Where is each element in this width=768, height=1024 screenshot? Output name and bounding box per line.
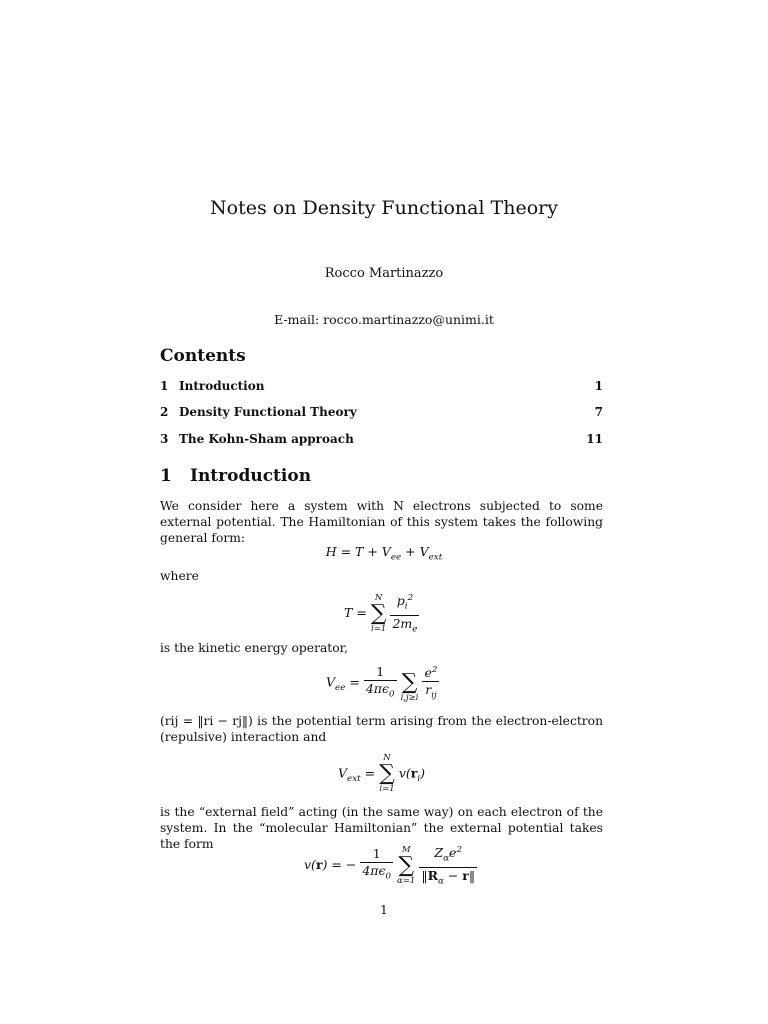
toc-entry-title: Introduction (179, 379, 265, 393)
page-number: 1 (380, 903, 388, 917)
toc-entry[interactable] (160, 405, 603, 419)
paragraph-external-field: is the “external field” acting (in the same way) on each electron of the system. In the “molecular Hamiltonian” the external potential takes the form (160, 805, 603, 851)
toc-entry-page: 11 (586, 432, 603, 446)
toc-entry-number: 2 (160, 405, 169, 419)
author-email: E-mail: rocco.martinazzo@unimi.it (274, 312, 494, 327)
author-name: Rocco Martinazzo (324, 266, 444, 281)
paragraph-where: where (160, 569, 199, 583)
paper-title: Notes on Density Functional Theory (210, 197, 558, 219)
equation-repulsion: $V_{ee}$ = $\frac{1}{4\pi\epsilon_0}$ ∑ i,j≥i $\frac{e^2}{r_{ij}}$ (326, 663, 438, 703)
equation-molecular: v(r) = − $\frac{1}{4\pi\epsilon_0}$ M ∑ α=1 $\frac{Z_\alpha e^2}{‖R_\alpha - r‖}$ (304, 842, 477, 889)
paragraph-kinetic: is the kinetic energy operator, (160, 641, 349, 655)
toc-entry-page: 7 (594, 405, 603, 419)
equation-hamiltonian: $H = T + V_{ee} + V_{ext}$ (325, 544, 443, 563)
equation-external: $V_{ext}$ = N ∑ i=1 $v(r_i)$ (338, 753, 426, 794)
toc-entry[interactable] (160, 432, 603, 446)
paragraph-repulsion: (rij = ‖ri − rj‖) is the potential term arising from the electron-electron (repulsive) interaction and (160, 714, 603, 744)
section-title: Introduction (190, 466, 312, 486)
toc-entry-number: 1 (160, 379, 169, 393)
toc-entry-page: 1 (594, 379, 603, 393)
toc-entry-title: Density Functional Theory (179, 405, 357, 419)
equation-kinetic: T = N ∑ i=1 $\frac{p_i^2}{2m_e}$ (344, 590, 419, 637)
toc-entry[interactable] (160, 379, 603, 393)
contents-heading: Contents (160, 346, 246, 366)
toc-entry-number: 3 (160, 432, 169, 446)
section-number: 1 (160, 466, 172, 486)
paragraph-intro: We consider here a system with N electrons subjected to some external potential. The Hamiltonian of this system takes the following general form: (160, 499, 603, 545)
section-heading (160, 466, 311, 486)
toc-entry-title: The Kohn-Sham approach (179, 432, 354, 446)
